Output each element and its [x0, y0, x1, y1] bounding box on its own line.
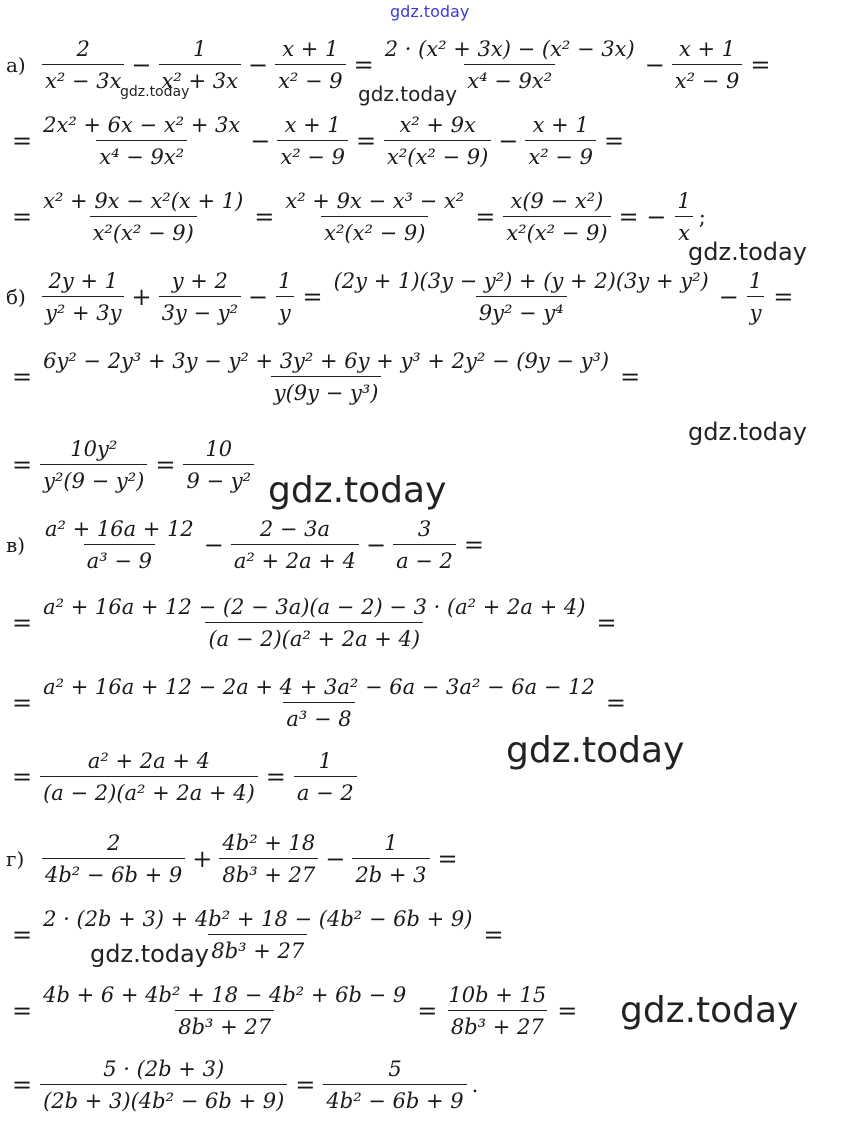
equals-sign: = — [12, 921, 33, 949]
denominator: x²(x² − 9) — [90, 216, 197, 246]
denominator: y — [276, 296, 294, 326]
numerator: 1 — [677, 189, 691, 213]
numerator: 1 — [193, 37, 207, 61]
fraction — [42, 268, 124, 326]
numerator: a² + 16a + 12 − (2 − 3a)(a − 2) − 3 · (a² + 2a + 4) — [43, 595, 586, 619]
equals-sign: = — [295, 1071, 316, 1099]
solution-v-line-3 — [6, 674, 632, 732]
numerator: 5 — [388, 1057, 402, 1081]
fraction — [40, 112, 243, 170]
operator: − — [644, 51, 665, 79]
denominator: (a − 2)(a² + 2a + 4) — [40, 776, 258, 806]
numerator: 2 − 3a — [259, 517, 331, 541]
numerator: x + 1 — [532, 113, 589, 137]
fraction — [503, 188, 610, 246]
denominator: x² + 3x — [159, 64, 241, 94]
equals-sign: = — [596, 609, 617, 637]
solution-b-line-2 — [6, 348, 646, 406]
solution-v-line-4 — [6, 748, 359, 806]
denominator: a² + 2a + 4 — [231, 544, 359, 574]
fraction — [159, 268, 241, 326]
watermark: gdz.today — [688, 418, 807, 446]
numerator: y + 2 — [171, 269, 228, 293]
numerator: 1 — [318, 749, 332, 773]
fraction — [42, 36, 124, 94]
part-label: б) — [6, 285, 26, 309]
equals-sign: = — [355, 127, 377, 155]
numerator: 4b + 6 + 4b² + 18 − 4b² + 6b − 9 — [43, 983, 407, 1007]
equals-sign: = — [475, 203, 496, 231]
fraction — [40, 748, 258, 806]
operator: − — [250, 127, 271, 155]
solution-a-line-2 — [6, 112, 630, 170]
operator: − — [498, 127, 519, 155]
solution-g-line-4 — [6, 1056, 478, 1114]
denominator: x² − 9 — [672, 64, 743, 94]
denominator: 8b³ + 27 — [175, 1010, 274, 1040]
watermark: gdz.today — [358, 82, 458, 106]
fraction — [525, 112, 596, 170]
denominator: (2b + 3)(4b² − 6b + 9) — [40, 1084, 287, 1114]
numerator: 1 — [748, 269, 763, 293]
equals-sign: = — [353, 51, 374, 79]
equals-sign: = — [265, 763, 286, 791]
denominator: (a − 2)(a² + 2a + 4) — [205, 622, 423, 652]
fraction — [393, 516, 456, 574]
denominator: x⁴ − 9x² — [464, 64, 555, 94]
equals-sign: = — [155, 451, 176, 479]
denominator: y²(9 − y²) — [40, 464, 147, 494]
numerator: a² + 16a + 12 − 2a + 4 + 3a² − 6a − 3a² − 6a − 12 — [43, 675, 595, 699]
denominator: a − 2 — [393, 544, 456, 574]
fraction — [746, 268, 765, 326]
watermark: gdz.today — [390, 2, 470, 21]
equals-sign: = — [12, 609, 33, 637]
equals-sign: = — [483, 921, 504, 949]
operator: − — [247, 51, 269, 79]
denominator: x² − 3x — [42, 64, 124, 94]
equals-sign: = — [12, 363, 33, 391]
fraction — [282, 188, 467, 246]
equals-sign: = — [12, 689, 33, 717]
numerator: 1 — [278, 269, 292, 293]
denominator: 4b² − 6b + 9 — [323, 1084, 466, 1114]
numerator: 2y + 1 — [48, 269, 118, 293]
solution-g-line-1 — [6, 830, 464, 888]
denominator: x²(x² − 9) — [503, 216, 610, 246]
equals-sign: = — [254, 203, 275, 231]
numerator: 5 · (2b + 3) — [103, 1057, 225, 1081]
numerator: 10y² — [70, 437, 118, 461]
fraction — [275, 268, 294, 326]
numerator: x(9 − x²) — [510, 189, 604, 213]
solution-a-line-3 — [6, 188, 706, 246]
operator: − — [718, 283, 739, 311]
numerator: x² + 9x − x²(x + 1) — [43, 189, 244, 213]
fraction — [672, 36, 743, 94]
operator: − — [248, 283, 269, 311]
numerator: (2y + 1)(3y − y²) + (y + 2)(3y + y²) — [333, 269, 709, 293]
denominator: 2b + 3 — [352, 858, 429, 888]
numerator: 2 · (2b + 3) + 4b² + 18 − (4b² − 6b + 9) — [43, 907, 473, 931]
denominator: x²(x² − 9) — [321, 216, 428, 246]
denominator: 8b³ + 27 — [219, 858, 318, 888]
equals-sign: = — [603, 127, 625, 155]
watermark: gdz.today — [120, 84, 190, 100]
equals-sign: = — [605, 689, 626, 717]
numerator: x + 1 — [679, 37, 736, 61]
numerator: x + 1 — [282, 37, 339, 61]
denominator: x² − 9 — [277, 140, 348, 170]
numerator: a² + 2a + 4 — [87, 749, 210, 773]
denominator: a³ − 8 — [283, 702, 354, 732]
fraction — [294, 748, 357, 806]
fraction — [323, 1056, 466, 1114]
denominator: 8b³ + 27 — [448, 1010, 547, 1040]
denominator: 3y − y² — [159, 296, 241, 326]
equals-sign: = — [773, 283, 794, 311]
fraction — [40, 674, 598, 732]
equals-sign: = — [557, 997, 578, 1025]
fraction — [275, 36, 346, 94]
fraction — [183, 436, 254, 494]
fraction — [219, 830, 318, 888]
numerator: a² + 16a + 12 — [45, 517, 194, 541]
fraction — [331, 268, 712, 326]
numerator: 6y² − 2y³ + 3y − y² + 3y² + 6y + y³ + 2y² − (9y − y³) — [43, 349, 610, 373]
numerator: 2x² + 6x − x² + 3x — [43, 113, 241, 137]
solution-g-line-3 — [6, 982, 583, 1040]
fraction — [445, 982, 549, 1040]
denominator: a − 2 — [294, 776, 357, 806]
operator: − — [325, 845, 346, 873]
numerator: 1 — [384, 831, 398, 855]
equals-sign: = — [12, 763, 33, 791]
denominator: 9y² − y⁴ — [476, 296, 567, 326]
equals-sign: = — [437, 845, 458, 873]
equals-sign: = — [302, 283, 323, 311]
denominator: y² + 3y — [42, 296, 124, 326]
part-label: г) — [6, 847, 25, 871]
fraction — [40, 436, 147, 494]
equals-sign: = − — [618, 203, 667, 231]
watermark: gdz.today — [688, 238, 807, 266]
operator: − — [365, 531, 387, 559]
punctuation: . — [471, 1073, 479, 1097]
denominator: x² − 9 — [275, 64, 346, 94]
denominator: x² − 9 — [525, 140, 596, 170]
denominator: x²(x² − 9) — [384, 140, 491, 170]
denominator: x — [675, 216, 693, 246]
equals-sign: = — [12, 997, 33, 1025]
fraction — [231, 516, 359, 574]
numerator: 10b + 15 — [448, 983, 547, 1007]
fraction — [42, 516, 197, 574]
watermark: gdz.today — [90, 940, 209, 968]
equals-sign: = — [12, 127, 33, 155]
numerator: 4b² + 18 — [222, 831, 316, 855]
equals-sign: = — [463, 531, 485, 559]
denominator: 4b² − 6b + 9 — [42, 858, 185, 888]
solution-b-line-3 — [6, 436, 256, 494]
equals-sign: = — [750, 51, 771, 79]
fraction — [40, 188, 246, 246]
solution-v-line-1 — [6, 516, 490, 574]
fraction — [40, 348, 612, 406]
part-label: в) — [6, 533, 26, 557]
solution-v-line-2 — [6, 594, 623, 652]
fraction — [277, 112, 348, 170]
watermark: gdz.today — [268, 470, 447, 511]
equals-sign: = — [12, 451, 33, 479]
denominator: x⁴ − 9x² — [96, 140, 187, 170]
fraction — [352, 830, 429, 888]
fraction — [40, 982, 409, 1040]
equals-sign: = — [620, 363, 641, 391]
denominator: 8b³ + 27 — [208, 934, 307, 964]
denominator: a³ − 9 — [84, 544, 155, 574]
fraction — [40, 594, 588, 652]
operator: − — [203, 531, 224, 559]
denominator: 9 − y² — [183, 464, 254, 494]
numerator: x + 1 — [284, 113, 341, 137]
numerator: x² + 9x − x³ − x² — [285, 189, 465, 213]
numerator: 2 — [76, 37, 90, 61]
denominator: y(9y − y³) — [271, 376, 382, 406]
operator: + — [131, 283, 152, 311]
numerator: 2 · (x² + 3x) − (x² − 3x) — [384, 37, 635, 61]
numerator: 2 — [106, 831, 121, 855]
denominator: y — [747, 296, 765, 326]
watermark: gdz.today — [506, 730, 685, 771]
fraction — [42, 830, 185, 888]
fraction — [384, 112, 491, 170]
operator: − — [131, 51, 152, 79]
numerator: x² + 9x — [399, 113, 476, 137]
numerator: 10 — [205, 437, 233, 461]
punctuation: ; — [698, 205, 706, 229]
solution-g-line-2 — [6, 906, 510, 964]
part-label: а) — [6, 53, 26, 77]
equals-sign: = — [12, 1071, 33, 1099]
equals-sign: = — [417, 997, 438, 1025]
watermark: gdz.today — [620, 990, 799, 1031]
numerator: 3 — [417, 517, 432, 541]
operator: + — [192, 845, 213, 873]
solution-b-line-1 — [6, 268, 799, 326]
equals-sign: = — [12, 203, 33, 231]
fraction — [40, 1056, 287, 1114]
